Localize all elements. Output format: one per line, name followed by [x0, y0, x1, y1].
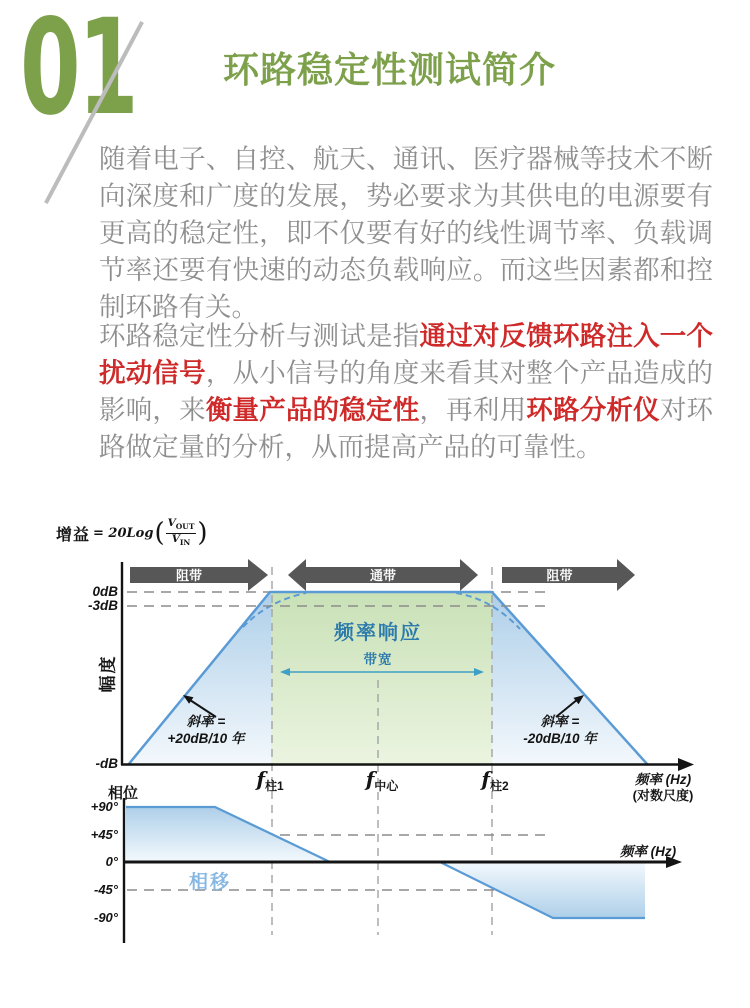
open-paren: ( — [154, 518, 165, 549]
section-number: 01 — [20, 0, 136, 145]
xtick-f-pole1: $f_{柱1}$ — [256, 767, 284, 793]
ytick-minusdb: -dB — [95, 756, 118, 771]
ytick-minus3db: -3dB — [88, 598, 118, 613]
gain-formula-lhs: 增益 — [56, 526, 91, 544]
p2-text-1: 环路稳定性分析与测试是指 — [99, 321, 420, 351]
slope-right-annotation: 斜率 = -20dB/10 年 — [523, 714, 597, 746]
passband-label: 通带 — [369, 568, 396, 583]
slope-left-annotation: 斜率 = +20dB/10 年 — [167, 714, 245, 746]
p2-text-4: 对环路做定量的分析，从而提高产品的可靠性。 — [99, 395, 714, 462]
p2-text-3: ，再利用 — [419, 395, 527, 425]
bandwidth-label: 带宽 — [363, 652, 393, 667]
phase-tick-p45: +45° — [90, 827, 118, 842]
phase-tick-m45: -45° — [94, 882, 118, 897]
p2-highlight-3: 环路分析仪 — [526, 395, 660, 425]
phase-tick-0: 0° — [105, 854, 118, 869]
gain-formula-eq: = 20Log — [93, 525, 154, 541]
amplitude-axis-label: 幅度 — [98, 654, 118, 693]
ytick-0db: 0dB — [92, 584, 118, 599]
gain-formula — [56, 518, 209, 548]
phase-shift-label: 相移 — [188, 872, 231, 893]
page-title: 环路稳定性测试简介 — [223, 49, 557, 90]
p2-text-2: ，从小信号的角度来看其对整个产品造成的影响，来 — [99, 358, 714, 425]
close-paren: ) — [197, 518, 208, 549]
p2-highlight-2: 衡量产品的稳定性 — [205, 395, 420, 425]
phase-tick-p90: +90° — [90, 799, 118, 814]
xtick-f-pole2: $f_{柱2}$ — [481, 767, 509, 793]
stopband-left-label: 阻带 — [175, 568, 202, 583]
bandpass-bode-diagram — [0, 515, 750, 950]
phase-xaxis-label: 频率 (Hz) — [619, 844, 677, 859]
xtick-f-center: $f_{中心}$ — [365, 767, 399, 793]
intro-paragraph: 随着电子、自控、航天、通讯、医疗器械等技术不断向深度和广度的发展，势必要求为其供电的电源要有更高的稳定性，即不仅要有好的线性调节率、负载调节率还要有快速的动态负载响应。而这些因素都和控制环路有关。 — [99, 144, 713, 322]
p2-highlight-1: 通过对反馈环路注入一个扰动信号 — [99, 321, 714, 388]
gain-xaxis-label: 频率 (Hz) (对数尺度) — [632, 772, 694, 803]
frequency-response-label: 频率响应 — [334, 622, 422, 644]
phase-axis-title: 相位 — [107, 785, 138, 802]
stopband-right-label: 阻带 — [546, 568, 573, 583]
fraction-numerator: $V_{OUT}$ — [166, 518, 197, 534]
gain-formula-fraction — [166, 518, 197, 548]
definition-paragraph — [99, 318, 713, 466]
phase-tick-m90: -90° — [94, 910, 118, 925]
fraction-denominator: $V_{IN}$ — [171, 533, 191, 548]
